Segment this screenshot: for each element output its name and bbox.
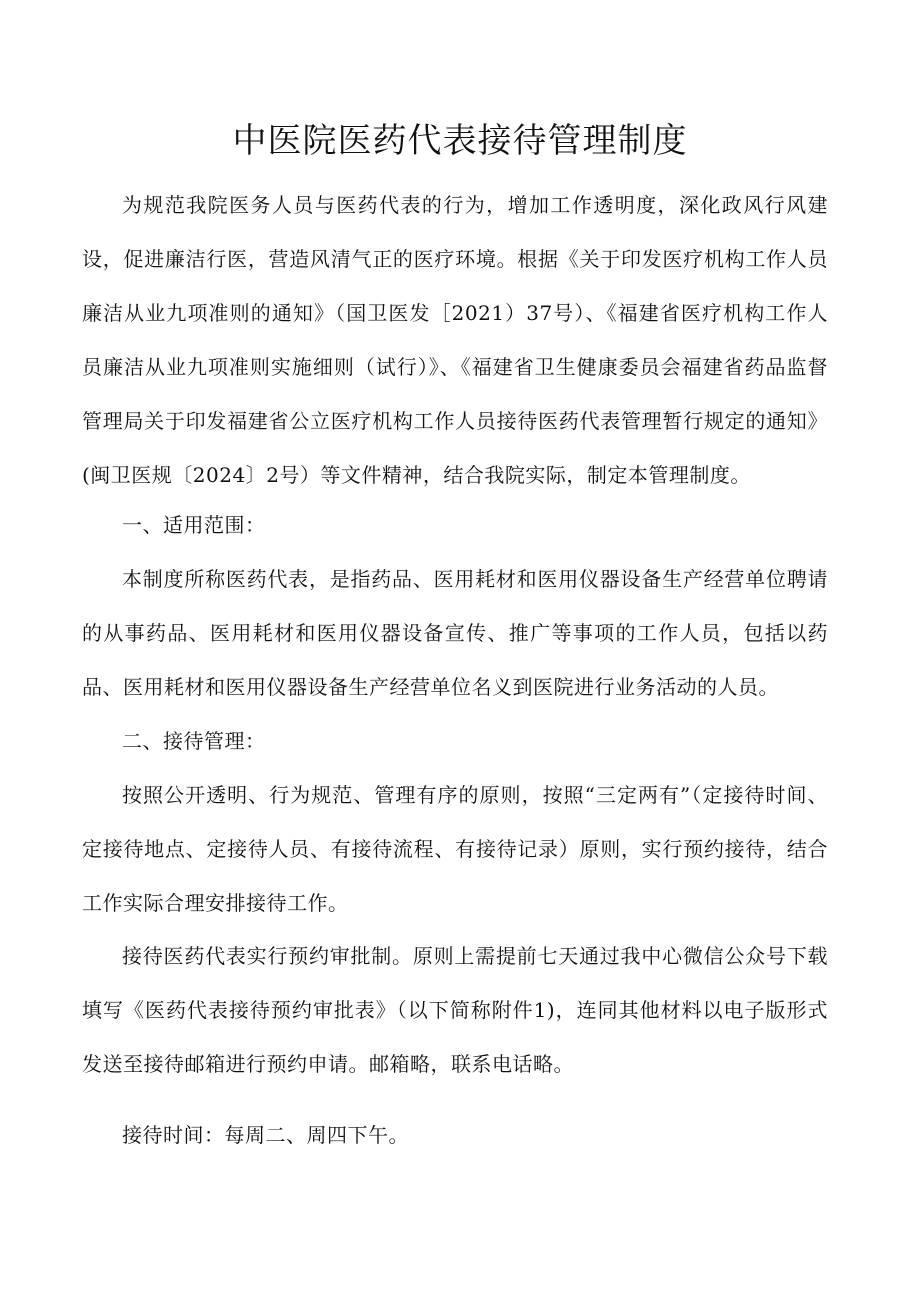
- intro-paragraph: 为规范我院医务人员与医药代表的行为，增加工作透明度，深化政风行风建设，促进廉洁行医，营造风清气正的医疗环境。根据《关于印发医疗机构工作人员廉洁从业九项准则的通知》（国卫医发［2021）37号）、《福建省医疗机构工作人员廉洁从业九项准则实施细则（试行）》、《福建省卫生健康委员会福建省药品监督管理局关于印发福建省公立医疗机构工作人员接待医药代表管理暂行规定的通知》(闽卫医规〔2024〕2号）等文件精神，结合我院实际，制定本管理制度。: [82, 193, 828, 487]
- scope-paragraph: 本制度所称医药代表，是指药品、医用耗材和医用仪器设备生产经营单位聘请的从事药品、医用耗材和医用仪器设备宣传、推广等事项的工作人员，包括以药品、医用耗材和医用仪器设备生产经营单位名义到医院进行业务活动的人员。: [82, 567, 828, 699]
- reception-principles-paragraph: 按照公开透明、行为规范、管理有序的原则，按照“三定两有”（定接待时间、定接待地点、定接待人员、有接待流程、有接待记录）原则，实行预约接待，结合工作实际合理安排接待工作。: [82, 783, 828, 915]
- reception-time-paragraph: 接待时间：每周二、周四下午。: [122, 1123, 409, 1147]
- appointment-paragraph: 接待医药代表实行预约审批制。原则上需提前七天通过我中心微信公众号下载填写《医药代表接待预约审批表》（以下简称附件1)，连同其他材料以电子版形式发送至接待邮箱进行预约申请。邮箱略，联系电话略。: [82, 944, 828, 1076]
- section-heading-scope: 一、适用范围：: [122, 513, 266, 537]
- document-title: 中医院医药代表接待管理制度: [232, 121, 688, 161]
- section-heading-reception: 二、接待管理：: [122, 729, 266, 753]
